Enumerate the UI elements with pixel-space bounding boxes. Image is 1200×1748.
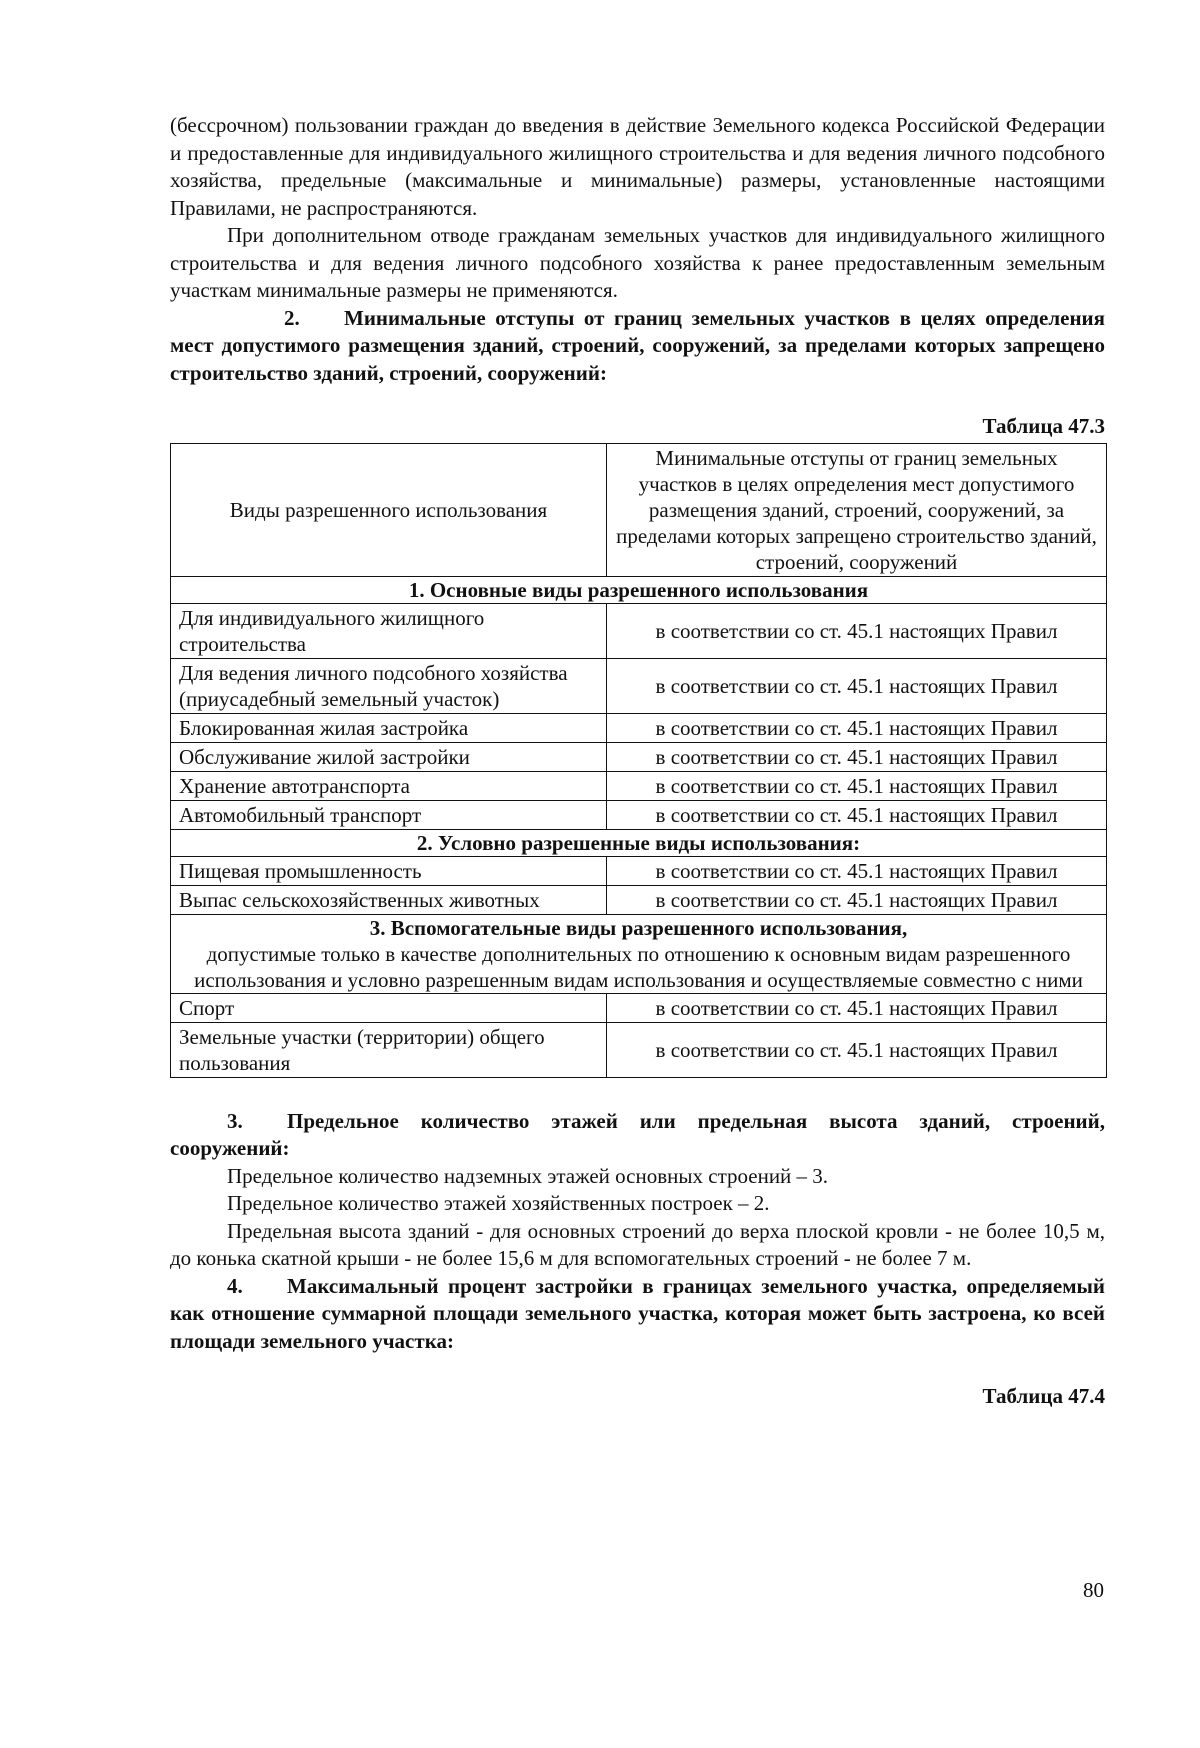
- section-3-line-3: Предельная высота зданий - для основных строений до верха плоской кровли - не более 10,5 м, до конька скатной крыши - не более 15,6 м для вспомогательных строений - не более 7 м.: [170, 1218, 1105, 1270]
- row-value: в соответствии со ст. 45.1 настоящих Правил: [607, 658, 1107, 713]
- row-value: в соответствии со ст. 45.1 настоящих Правил: [607, 603, 1107, 658]
- table-row: [171, 658, 1107, 713]
- group-row: [171, 829, 1107, 856]
- group-1-title: 1. Основные виды разрешенного использования: [171, 576, 1107, 603]
- row-use: Спорт: [171, 993, 607, 1022]
- section-3-heading: [170, 1108, 1105, 1163]
- group-row: [171, 914, 1107, 993]
- row-value: в соответствии со ст. 45.1 настоящих Правил: [607, 1022, 1107, 1077]
- section-4-number: 4.: [227, 1273, 243, 1298]
- section-2-heading: [170, 305, 1105, 388]
- table-header-row: [171, 443, 1107, 576]
- section-4-heading-text: Максимальный процент застройки в границах земельного участка, определяемый как отношение суммарной площади земельного участка, которая может быть застроена, ко всей площади земельного участка:: [170, 1273, 1105, 1353]
- row-use: Автомобильный транспорт: [171, 800, 607, 829]
- table-row: [171, 742, 1107, 771]
- group-3-note: допустимые только в качестве дополнительных по отношению к основным видам разрешенного использования и условно разрешенным видам использования и осуществляемые совместно с ними: [194, 941, 1083, 992]
- row-use: Блокированная жилая застройка: [171, 713, 607, 742]
- group-3-cell: [171, 914, 1107, 993]
- section-3-heading-text: Предельное количество этажей или предельная высота зданий, строений, сооружений:: [170, 1108, 1105, 1160]
- group-2-title: 2. Условно разрешенные виды использования:: [171, 829, 1107, 856]
- row-value: в соответствии со ст. 45.1 настоящих Правил: [607, 885, 1107, 914]
- row-value: в соответствии со ст. 45.1 настоящих Правил: [607, 713, 1107, 742]
- row-value: в соответствии со ст. 45.1 настоящих Правил: [607, 993, 1107, 1022]
- table-row: [171, 771, 1107, 800]
- row-value: в соответствии со ст. 45.1 настоящих Правил: [607, 771, 1107, 800]
- table-row: [171, 800, 1107, 829]
- header-col-use: Виды разрешенного использования: [171, 443, 607, 576]
- row-use: Пищевая промышленность: [171, 856, 607, 885]
- page-number: 80: [1083, 1578, 1104, 1602]
- group-3-title: 3. Вспомогательные виды разрешенного использования,: [369, 915, 908, 940]
- header-col-setback: Минимальные отступы от границ земельных участков в целях определения мест допустимого размещения зданий, строений, сооружений, за пределами которых запрещено строительство зданий, строений, сооружений: [607, 443, 1107, 576]
- row-use: Хранение автотранспорта: [171, 771, 607, 800]
- intro-paragraph-2: При дополнительном отводе гражданам земельных участков для индивидуального жилищного строительства и для ведения личного подсобного хозяйства к ранее предоставленным земельным участкам минимальные размеры не применяются.: [170, 223, 1105, 302]
- section-3-line-2: Предельное количество этажей хозяйственных построек – 2.: [227, 1191, 770, 1215]
- table-row: [171, 856, 1107, 885]
- section-4-heading: [170, 1273, 1105, 1356]
- table-row: [171, 603, 1107, 658]
- group-row: [171, 576, 1107, 603]
- table-row: [171, 1022, 1107, 1077]
- table-row: [171, 713, 1107, 742]
- row-use: Для индивидуального жилищного строительства: [171, 603, 607, 658]
- section-2-number: 2.: [284, 305, 300, 330]
- row-value: в соответствии со ст. 45.1 настоящих Правил: [607, 856, 1107, 885]
- table-47-4-caption: Таблица 47.4: [982, 1384, 1105, 1408]
- section-3-line-1: Предельное количество надземных этажей основных строений – 3.: [227, 1163, 829, 1188]
- row-use: Земельные участки (территории) общего пользования: [171, 1022, 607, 1077]
- row-value: в соответствии со ст. 45.1 настоящих Правил: [607, 800, 1107, 829]
- table-row: [171, 993, 1107, 1022]
- row-value: в соответствии со ст. 45.1 настоящих Правил: [607, 742, 1107, 771]
- row-use: Выпас сельскохозяйственных животных: [171, 885, 607, 914]
- setbacks-table: [170, 443, 1107, 1078]
- row-use: Для ведения личного подсобного хозяйства (приусадебный земельный участок): [171, 658, 607, 713]
- table-47-3-caption: Таблица 47.3: [982, 414, 1105, 438]
- row-use: Обслуживание жилой застройки: [171, 742, 607, 771]
- intro-paragraph-1: (бессрочном) пользовании граждан до введения в действие Земельного кодекса Российской Федерации и предоставленные для индивидуального жилищного строительства и для ведения личного подсобного хозяйства, предельные (максимальные и минимальные) размеры, установленные настоящими Правилами, не распространяются.: [170, 113, 1105, 220]
- table-row: [171, 885, 1107, 914]
- document-page: [170, 112, 1105, 1411]
- section-3-number: 3.: [227, 1108, 243, 1133]
- section-2-heading-text: Минимальные отступы от границ земельных участков в целях определения мест допустимого размещения зданий, строений, сооружений, за пределами которых запрещено строительство зданий, строений, сооружений:: [170, 305, 1105, 385]
